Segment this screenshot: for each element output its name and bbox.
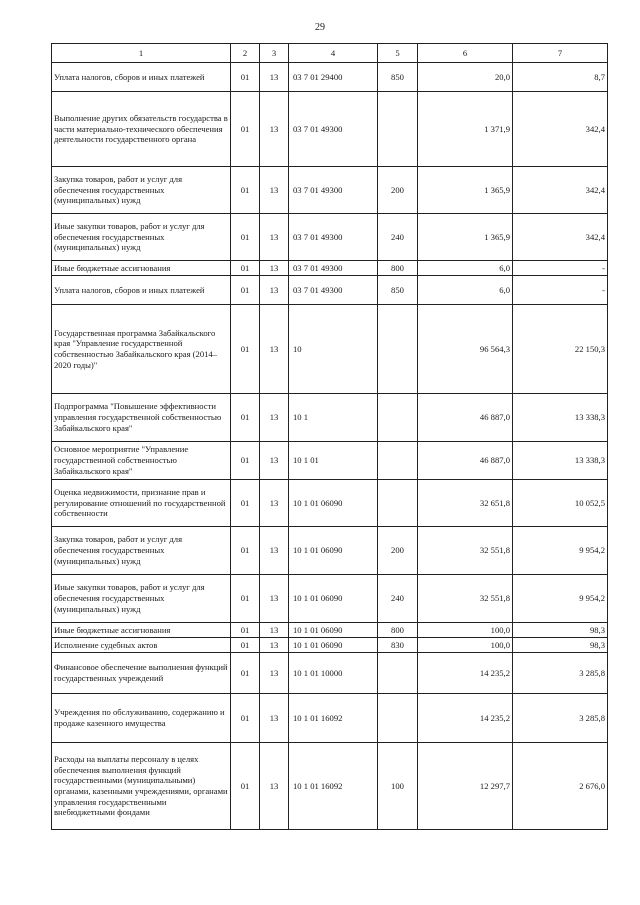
row-name-cell: Оценка недвижимости, признание прав и регулирование отношений по государственной собственности — [52, 480, 231, 527]
expense-type-cell: 200 — [378, 167, 418, 214]
subsection-code-cell: 13 — [260, 527, 289, 575]
expense-type-cell: 100 — [378, 743, 418, 830]
section-code-cell: 01 — [231, 480, 260, 527]
table-body — [52, 63, 608, 830]
amount-actual-cell: 10 052,5 — [513, 480, 608, 527]
expense-type-cell — [378, 694, 418, 743]
section-code-cell: 01 — [231, 214, 260, 261]
amount-actual-cell: - — [513, 276, 608, 305]
table-row — [52, 63, 608, 92]
expense-type-cell — [378, 442, 418, 480]
amount-plan-cell: 32 551,8 — [418, 575, 513, 623]
table-row — [52, 167, 608, 214]
subsection-code-cell: 13 — [260, 214, 289, 261]
amount-plan-cell: 14 235,2 — [418, 694, 513, 743]
amount-plan-cell: 46 887,0 — [418, 442, 513, 480]
target-article-cell: 03 7 01 49300 — [289, 276, 378, 305]
row-name-cell: Уплата налогов, сборов и иных платежей — [52, 63, 231, 92]
target-article-cell: 10 — [289, 305, 378, 394]
section-code-cell: 01 — [231, 261, 260, 276]
amount-plan-cell: 1 365,9 — [418, 167, 513, 214]
table-row — [52, 276, 608, 305]
section-code-cell: 01 — [231, 92, 260, 167]
amount-plan-cell: 100,0 — [418, 638, 513, 653]
section-code-cell: 01 — [231, 623, 260, 638]
row-name-cell: Исполнение судебных актов — [52, 638, 231, 653]
section-code-cell: 01 — [231, 694, 260, 743]
subsection-code-cell: 13 — [260, 575, 289, 623]
target-article-cell: 10 1 01 06090 — [289, 638, 378, 653]
subsection-code-cell: 13 — [260, 63, 289, 92]
page-number: 29 — [315, 22, 325, 33]
row-name-cell: Уплата налогов, сборов и иных платежей — [52, 276, 231, 305]
header-cell: 2 — [231, 44, 260, 63]
amount-plan-cell: 96 564,3 — [418, 305, 513, 394]
target-article-cell: 10 1 01 06090 — [289, 623, 378, 638]
expense-type-cell: 200 — [378, 527, 418, 575]
row-name-cell: Подпрограмма "Повышение эффективности управления государственной собственностью Забайкальского края" — [52, 394, 231, 442]
header-cell: 5 — [378, 44, 418, 63]
row-name-cell: Иные бюджетные ассигнования — [52, 623, 231, 638]
subsection-code-cell: 13 — [260, 653, 289, 694]
section-code-cell: 01 — [231, 63, 260, 92]
amount-actual-cell: 98,3 — [513, 623, 608, 638]
expense-type-cell: 850 — [378, 276, 418, 305]
table-row — [52, 480, 608, 527]
section-code-cell: 01 — [231, 638, 260, 653]
expense-type-cell — [378, 653, 418, 694]
table-row — [52, 305, 608, 394]
amount-actual-cell: 3 285,8 — [513, 694, 608, 743]
expense-type-cell: 850 — [378, 63, 418, 92]
amount-actual-cell: 342,4 — [513, 92, 608, 167]
amount-plan-cell: 100,0 — [418, 623, 513, 638]
target-article-cell: 03 7 01 49300 — [289, 214, 378, 261]
row-name-cell: Выполнение других обязательств государства в части материально-технического обеспечения деятельности государственного органа — [52, 92, 231, 167]
table-row — [52, 527, 608, 575]
section-code-cell: 01 — [231, 575, 260, 623]
amount-actual-cell: 342,4 — [513, 167, 608, 214]
amount-actual-cell: - — [513, 261, 608, 276]
section-code-cell: 01 — [231, 743, 260, 830]
subsection-code-cell: 13 — [260, 167, 289, 214]
amount-actual-cell: 9 954,2 — [513, 527, 608, 575]
section-code-cell: 01 — [231, 167, 260, 214]
target-article-cell: 10 1 01 06090 — [289, 480, 378, 527]
amount-plan-cell: 12 297,7 — [418, 743, 513, 830]
target-article-cell: 10 1 01 16092 — [289, 694, 378, 743]
row-name-cell: Закупка товаров, работ и услуг для обеспечения государственных (муниципальных) нужд — [52, 167, 231, 214]
row-name-cell: Закупка товаров, работ и услуг для обеспечения государственных (муниципальных) нужд — [52, 527, 231, 575]
expense-type-cell — [378, 92, 418, 167]
subsection-code-cell: 13 — [260, 442, 289, 480]
target-article-cell: 03 7 01 49300 — [289, 92, 378, 167]
expense-type-cell — [378, 305, 418, 394]
row-name-cell: Учреждения по обслуживанию, содержанию и продаже казенного имущества — [52, 694, 231, 743]
section-code-cell: 01 — [231, 442, 260, 480]
amount-actual-cell: 342,4 — [513, 214, 608, 261]
subsection-code-cell: 13 — [260, 394, 289, 442]
target-article-cell: 10 1 01 06090 — [289, 527, 378, 575]
amount-actual-cell: 8,7 — [513, 63, 608, 92]
amount-actual-cell: 9 954,2 — [513, 575, 608, 623]
target-article-cell: 03 7 01 29400 — [289, 63, 378, 92]
section-code-cell: 01 — [231, 305, 260, 394]
expense-type-cell — [378, 480, 418, 527]
expense-type-cell: 240 — [378, 575, 418, 623]
amount-actual-cell: 13 338,3 — [513, 442, 608, 480]
table-row — [52, 92, 608, 167]
amount-plan-cell: 6,0 — [418, 261, 513, 276]
table-row — [52, 575, 608, 623]
amount-plan-cell: 1 365,9 — [418, 214, 513, 261]
subsection-code-cell: 13 — [260, 261, 289, 276]
subsection-code-cell: 13 — [260, 743, 289, 830]
header-row — [52, 44, 608, 63]
expense-type-cell — [378, 394, 418, 442]
header-cell: 7 — [513, 44, 608, 63]
budget-table — [51, 43, 608, 830]
expense-type-cell: 830 — [378, 638, 418, 653]
subsection-code-cell: 13 — [260, 480, 289, 527]
target-article-cell: 10 1 01 06090 — [289, 575, 378, 623]
subsection-code-cell: 13 — [260, 276, 289, 305]
target-article-cell: 10 1 — [289, 394, 378, 442]
section-code-cell: 01 — [231, 527, 260, 575]
header-cell: 3 — [260, 44, 289, 63]
section-code-cell: 01 — [231, 394, 260, 442]
subsection-code-cell: 13 — [260, 694, 289, 743]
table-row — [52, 442, 608, 480]
amount-actual-cell: 22 150,3 — [513, 305, 608, 394]
target-article-cell: 10 1 01 16092 — [289, 743, 378, 830]
header-cell: 6 — [418, 44, 513, 63]
header-cell: 1 — [52, 44, 231, 63]
table-row — [52, 261, 608, 276]
target-article-cell: 10 1 01 10000 — [289, 653, 378, 694]
subsection-code-cell: 13 — [260, 638, 289, 653]
amount-plan-cell: 14 235,2 — [418, 653, 513, 694]
amount-actual-cell: 3 285,8 — [513, 653, 608, 694]
expense-type-cell: 800 — [378, 261, 418, 276]
amount-plan-cell: 32 651,8 — [418, 480, 513, 527]
row-name-cell: Расходы на выплаты персоналу в целях обеспечения выполнения функций государственными (муниципальными) органами, казенными учреждениями, органами управления государственными внебюджетными фондами — [52, 743, 231, 830]
target-article-cell: 03 7 01 49300 — [289, 167, 378, 214]
table-row — [52, 394, 608, 442]
table-row — [52, 214, 608, 261]
expense-type-cell: 800 — [378, 623, 418, 638]
subsection-code-cell: 13 — [260, 623, 289, 638]
table-row — [52, 743, 608, 830]
subsection-code-cell: 13 — [260, 92, 289, 167]
table-row — [52, 653, 608, 694]
amount-plan-cell: 6,0 — [418, 276, 513, 305]
subsection-code-cell: 13 — [260, 305, 289, 394]
section-code-cell: 01 — [231, 276, 260, 305]
section-code-cell: 01 — [231, 653, 260, 694]
table-row — [52, 623, 608, 638]
expense-type-cell: 240 — [378, 214, 418, 261]
amount-actual-cell: 98,3 — [513, 638, 608, 653]
amount-plan-cell: 46 887,0 — [418, 394, 513, 442]
header-cell: 4 — [289, 44, 378, 63]
row-name-cell: Государственная программа Забайкальского края "Управление государственной собственностью Забайкальского края (2014–2020 годы)" — [52, 305, 231, 394]
row-name-cell: Основное мероприятие "Управление государственной собственностью Забайкальского края" — [52, 442, 231, 480]
table-row — [52, 694, 608, 743]
amount-plan-cell: 1 371,9 — [418, 92, 513, 167]
target-article-cell: 10 1 01 — [289, 442, 378, 480]
row-name-cell: Иные бюджетные ассигнования — [52, 261, 231, 276]
amount-actual-cell: 2 676,0 — [513, 743, 608, 830]
amount-plan-cell: 32 551,8 — [418, 527, 513, 575]
amount-plan-cell: 20,0 — [418, 63, 513, 92]
row-name-cell: Иные закупки товаров, работ и услуг для обеспечения государственных (муниципальных) нужд — [52, 214, 231, 261]
amount-actual-cell: 13 338,3 — [513, 394, 608, 442]
row-name-cell: Иные закупки товаров, работ и услуг для обеспечения государственных (муниципальных) нужд — [52, 575, 231, 623]
row-name-cell: Финансовое обеспечение выполнения функций государственных учреждений — [52, 653, 231, 694]
target-article-cell: 03 7 01 49300 — [289, 261, 378, 276]
table-row — [52, 638, 608, 653]
